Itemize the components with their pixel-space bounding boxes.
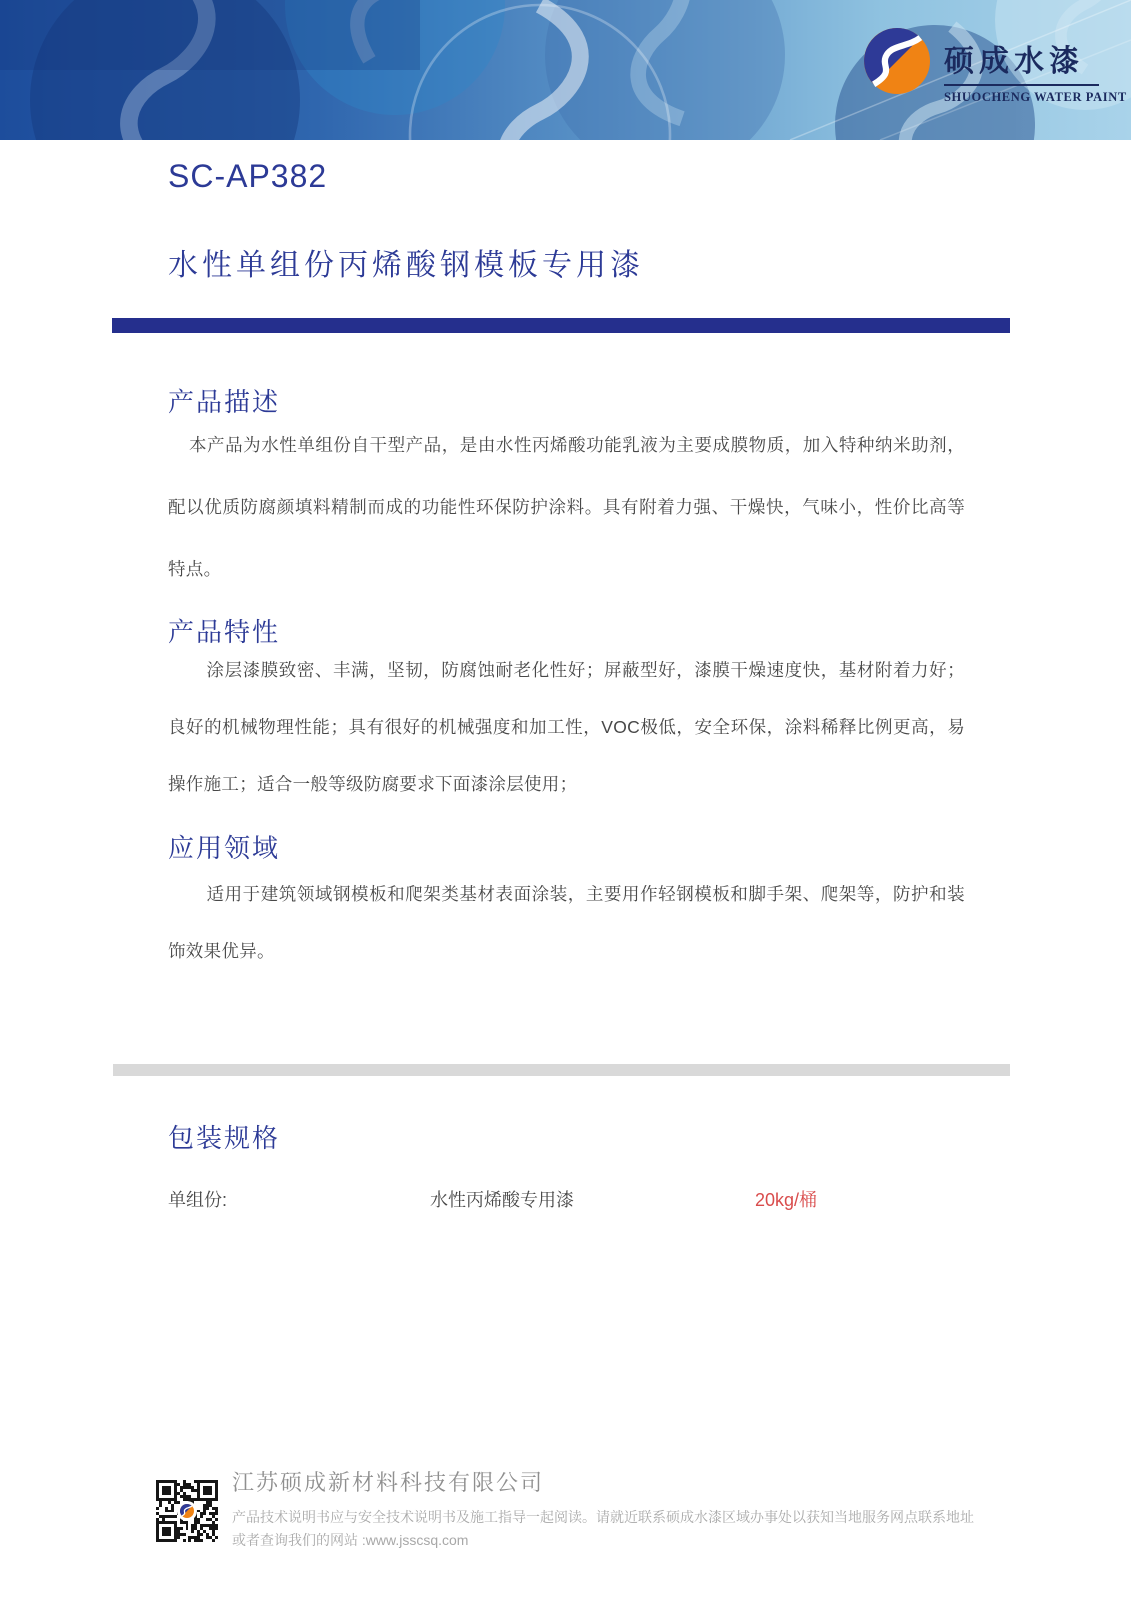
footer-note-line1: 产品技术说明书应与安全技术说明书及施工指导一起阅读。请就近联系硕成水漆区域办事处以获知当地服务网点联系地址 — [232, 1509, 974, 1525]
brand-name-cn: 硕成水漆 — [944, 36, 1099, 86]
footer-notes — [232, 1506, 1052, 1552]
section-body-description: 本产品为水性单组份自干型产品，是由水性丙烯酸功能乳液为主要成膜物质，加入特种纳米助剂，配以优质防腐颜填料精制而成的功能性环保防护涂料。具有附着力强、干燥快，气味小，性价比高等特点。 — [168, 435, 965, 579]
footer-company-name: 江苏硕成新材料科技有限公司 — [232, 1470, 545, 1495]
section-heading-features: 产品特性 — [168, 617, 281, 647]
divider-bar-blue — [112, 318, 1010, 333]
footer-note-line2: 或者查询我们的网站 :www.jsscsq.com — [232, 1532, 469, 1548]
brand-text — [944, 36, 1127, 105]
section-body-features: 涂层漆膜致密、丰满，坚韧，防腐蚀耐老化性好；屏蔽型好，漆膜干燥速度快，基材附着力好；良好的机械物理性能；具有很好的机械强度和加工性，VOC极低，安全环保，涂料稀释比例更高，易操作施工；适合一般等级防腐要求下面漆涂层使用； — [168, 660, 965, 794]
divider-bar-gray — [113, 1064, 1010, 1076]
packaging-spec-value: 20kg/桶 — [755, 1190, 818, 1210]
section-heading-application: 应用领域 — [168, 833, 281, 863]
packaging-component-label: 单组份: — [168, 1190, 228, 1210]
qr-center-logo-icon — [177, 1501, 197, 1521]
product-code: SC-AP382 — [168, 158, 328, 194]
brand-logo — [864, 28, 1127, 118]
brand-name-en: SHUOCHENG WATER PAINT — [944, 90, 1127, 104]
section-body-application: 适用于建筑领域钢模板和爬架类基材表面涂装，主要用作轻钢模板和脚手架、爬架等，防护和装饰效果优异。 — [168, 884, 965, 961]
product-name: 水性单组份丙烯酸钢模板专用漆 — [168, 249, 644, 282]
qr-code — [156, 1480, 218, 1542]
brand-emblem-icon — [864, 28, 930, 94]
header-banner — [0, 0, 1131, 140]
section-heading-packaging: 包装规格 — [168, 1123, 281, 1153]
section-heading-description: 产品描述 — [168, 387, 281, 417]
packaging-product-name: 水性丙烯酸专用漆 — [430, 1190, 574, 1210]
